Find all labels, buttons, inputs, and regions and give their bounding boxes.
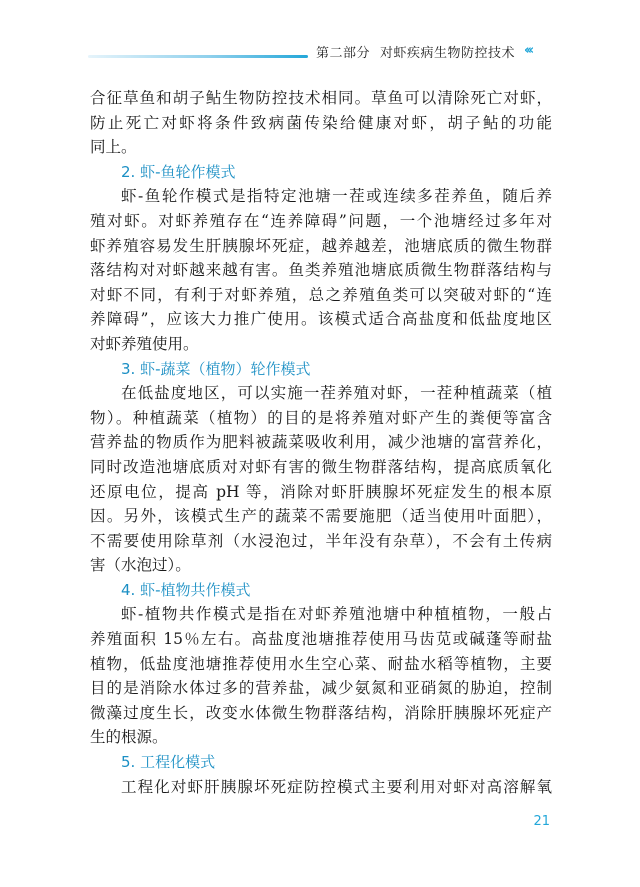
text-line: 合征草鱼和胡子鲇生物防控技术相同。草鱼可以清除死亡对虾， <box>90 89 552 107</box>
paragraph <box>90 86 552 160</box>
text-line: 植物，低盐度池塘推荐使用水生空心菜、耐盐水稻等植物，主要 <box>90 654 552 673</box>
section-heading: 2. 虾-鱼轮作模式 <box>121 162 236 181</box>
paragraph <box>90 184 552 356</box>
section-heading: 5. 工程化模式 <box>121 753 216 772</box>
section-heading: 3. 虾-蔬菜（植物）轮作模式 <box>121 359 311 378</box>
text-line: 养殖面积 15％左右。高盐度池塘推荐使用马齿苋或碱蓬等耐盐 <box>90 630 552 649</box>
text-line: 落结构对对虾越来越有害。鱼类养殖池塘底质微生物群落结构与 <box>90 261 552 280</box>
text-line: 殖对虾。对虾养殖存在“连养障碍”问题，一个池塘经过多年对 <box>90 211 552 230</box>
header-title <box>316 42 526 61</box>
text-line: 虾-植物共作模式是指在对虾养殖池塘中种植植物，一般占 <box>121 605 552 624</box>
chevrons-left-icon: ‹‹‹ <box>524 43 532 58</box>
running-header <box>88 42 558 64</box>
text-line: 物）。种植蔬菜（植物）的目的是将养殖对虾产生的粪便等富含 <box>90 408 552 427</box>
text-line: 微藻过度生长，改变水体微生物群落结构，消除肝胰腺坏死症产 <box>90 703 552 722</box>
text-line: 因。另外，该模式生产的蔬菜不需要施肥（适当使用叶面肥）， <box>90 507 552 526</box>
paragraph <box>90 602 552 750</box>
paragraph <box>90 775 552 800</box>
text-line: 在低盐度地区，可以实施一茬养殖对虾，一茬种植蔬菜（植 <box>121 384 552 403</box>
text-line: 害（水泡过）。 <box>90 556 191 575</box>
header-section-title: 对虾疾病生物防控技术 <box>380 46 516 61</box>
text-line: 同上。 <box>90 138 137 157</box>
text-line: 对虾养殖使用。 <box>90 334 199 353</box>
text-line: 养障碍”，应该大力推广使用。该模式适合高盐度和低盐度地区 <box>90 310 552 329</box>
text-line: 营养盐的物质作为肥料被蔬菜吸收利用，减少池塘的富营养化， <box>90 433 552 452</box>
text-line: 还原电位，提高 pH 等，消除对虾肝胰腺坏死症发生的根本原 <box>90 482 552 501</box>
header-part: 第二部分 <box>316 46 371 61</box>
text-line: 同时改造池塘底质对对虾有害的微生物群落结构，提高底质氧化 <box>90 457 552 476</box>
text-line: 工程化对虾肝胰腺坏死症防控模式主要利用对虾对高溶解氧 <box>121 777 552 796</box>
header-gradient-bar <box>88 55 308 58</box>
page-number: 21 <box>533 814 550 829</box>
body-text <box>90 86 552 799</box>
text-line: 不需要使用除草剂（水浸泡过，半年没有杂草），不会有土传病 <box>90 531 552 550</box>
section-heading: 4. 虾-植物共作模式 <box>121 580 251 599</box>
text-line: 防止死亡对虾将条件致病菌传染给健康对虾，胡子鲇的功能 <box>90 113 552 132</box>
text-line: 目的是消除水体过多的营养盐，减少氨氮和亚硝氮的胁迫，控制 <box>90 679 552 698</box>
text-line: 对虾不同，有利于对虾养殖，总之养殖鱼类可以突破对虾的“连 <box>90 285 552 304</box>
text-line: 虾-鱼轮作模式是指特定池塘一茬或连续多茬养鱼，随后养 <box>121 187 552 206</box>
paragraph <box>90 381 552 578</box>
text-line: 虾养殖容易发生肝胰腺坏死症，越养越差，池塘底质的微生物群 <box>90 236 552 255</box>
text-line: 生的根源。 <box>90 728 168 747</box>
